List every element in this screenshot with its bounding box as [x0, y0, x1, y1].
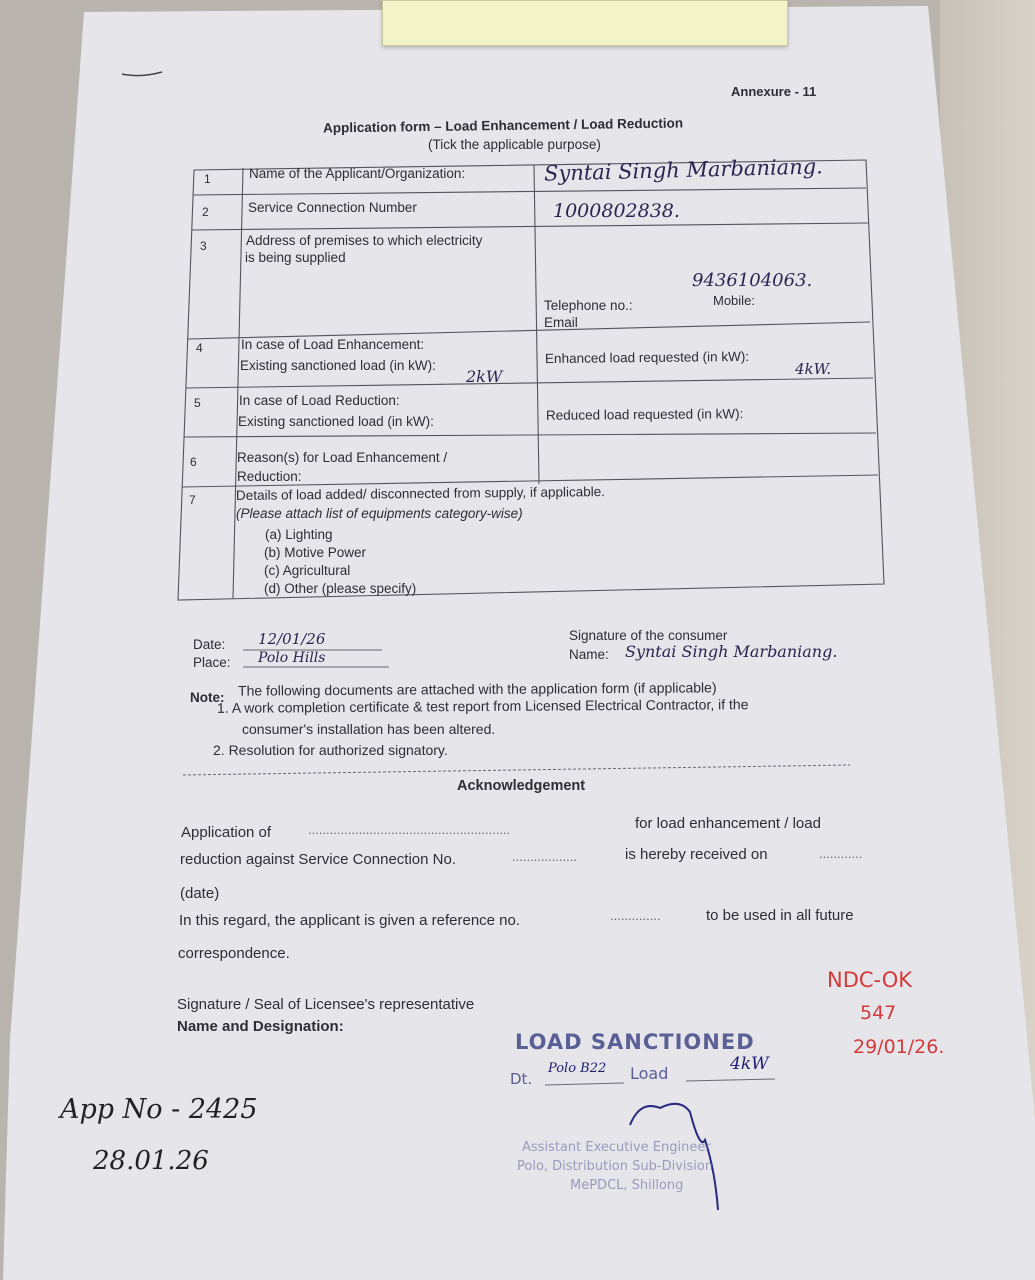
ack-line5: correspondence. — [178, 945, 290, 962]
stamp-dt-value: Polo B22 — [548, 1061, 607, 1076]
service-connection-label: Service Connection Number — [248, 200, 417, 215]
application-date-note: 28.01.26 — [93, 1146, 209, 1176]
ndc-date-note: 29/01/26. — [853, 1036, 945, 1058]
ack-line4-start: In this regard, the applicant is given a reference no. — [179, 912, 521, 929]
stamp-dt-label: Dt. — [510, 1070, 533, 1088]
reason-label-line2: Reduction: — [237, 469, 302, 484]
telephone-label: Telephone no.: — [544, 298, 633, 313]
acknowledgement-title: Acknowledgement — [457, 778, 586, 794]
existing-load-label-4: Existing sanctioned load (in kW): — [240, 358, 436, 373]
reduced-load-label: Reduced load requested (in kW): — [545, 406, 744, 423]
load-reduction-heading: In case of Load Reduction: — [239, 393, 400, 408]
stamp-designation: Assistant Executive Engineer — [522, 1140, 711, 1155]
row-3-number: 3 — [200, 239, 207, 253]
consumer-name-value: Syntai Singh Marbaniang. — [625, 642, 838, 661]
ndc-number-note: 547 — [860, 1002, 897, 1024]
stamp-company: MePDCL, Shillong — [570, 1178, 684, 1193]
service-connection-value: 1000802838. — [553, 200, 680, 222]
licensee-name-label: Name and Designation: — [177, 1018, 344, 1035]
address-label-line2: is being supplied — [245, 250, 346, 265]
note-item-2: 2. Resolution for authorized signatory. — [213, 742, 448, 758]
row-5-number: 5 — [194, 396, 201, 410]
stamp-office: Polo, Distribution Sub-Division — [517, 1159, 714, 1174]
ack-line1-start: Application of — [181, 824, 272, 841]
ack-line2-dots-end: ............ — [819, 846, 863, 861]
category-agricultural: (c) Agricultural — [264, 563, 351, 578]
ack-line2-dots: .................. — [512, 849, 578, 864]
row-2-number: 2 — [202, 205, 209, 219]
address-label-line1: Address of premises to which electricity — [246, 233, 483, 248]
form-subtitle: (Tick the applicable purpose) — [428, 137, 601, 152]
email-label: Email — [544, 315, 578, 330]
ack-line4-dots: .............. — [610, 908, 661, 923]
category-lighting: (a) Lighting — [265, 527, 333, 542]
consumer-signature-label: Signature of the consumer — [569, 628, 728, 643]
existing-load-value-4: 2kW — [466, 367, 503, 386]
place-label: Place: — [193, 655, 231, 670]
load-details-label: Details of load added/ disconnected from supply, if applicable. — [235, 484, 606, 503]
ack-line3: (date) — [180, 885, 220, 902]
annexure-label: Annexure - 11 — [731, 84, 817, 99]
form-title: Application form – Load Enhancement / Load Reduction — [322, 115, 684, 136]
category-other: (d) Other (please specify) — [264, 581, 417, 596]
load-sanctioned-stamp-title: LOAD SANCTIONED — [515, 1030, 755, 1054]
load-details-note: (Please attach list of equipments category-wise) — [236, 506, 523, 521]
ack-line4-end: to be used in all future — [706, 907, 854, 924]
date-label: Date: — [193, 637, 226, 652]
ack-line1-dots: ........................................................ — [308, 822, 511, 837]
licensee-signature-label: Signature / Seal of Licensee's representative — [177, 996, 475, 1013]
row-6-number: 6 — [190, 455, 197, 469]
reason-label-line1: Reason(s) for Load Enhancement / — [237, 450, 448, 465]
row-4-number: 4 — [196, 341, 203, 355]
enhanced-load-value: 4kW. — [795, 360, 832, 378]
ack-line1-end: for load enhancement / load — [635, 815, 821, 832]
applicant-name-label: Name of the Applicant/Organization: — [249, 166, 466, 181]
row-7-number: 7 — [189, 493, 196, 507]
date-value: 12/01/26 — [258, 630, 326, 648]
phone-value: 9436104063. — [692, 270, 813, 291]
note-text: The following documents are attached with the application form (if applicable) — [237, 679, 717, 699]
mobile-label: Mobile: — [713, 293, 755, 308]
note-label: Note: — [190, 690, 225, 705]
stamp-load-value: 4kW — [730, 1054, 769, 1074]
consumer-name-label: Name: — [569, 647, 609, 662]
applicant-name-value: Syntai Singh Marbaniang. — [543, 154, 824, 186]
ack-line2-start: reduction against Service Connection No. — [180, 851, 456, 868]
application-number-note: App No - 2425 — [60, 1094, 258, 1125]
category-motive-power: (b) Motive Power — [264, 545, 367, 560]
place-value: Polo Hills — [258, 650, 326, 666]
ndc-ok-note: NDC-OK — [827, 968, 913, 992]
ack-line2-end: is hereby received on — [625, 846, 768, 863]
existing-load-label-5: Existing sanctioned load (in kW): — [238, 414, 434, 429]
row-1-number: 1 — [204, 172, 211, 186]
stamp-signature-scribble — [630, 1104, 718, 1210]
note-item-1: 1. A work completion certificate & test report from Licensed Electrical Contractor, if the — [216, 696, 749, 716]
stamp-load-label: Load — [630, 1064, 669, 1083]
load-enhancement-heading: In case of Load Enhancement: — [241, 337, 425, 352]
note-item-1-cont: consumer's installation has been altered. — [242, 721, 496, 737]
enhanced-load-label: Enhanced load requested (in kW): — [544, 348, 750, 367]
